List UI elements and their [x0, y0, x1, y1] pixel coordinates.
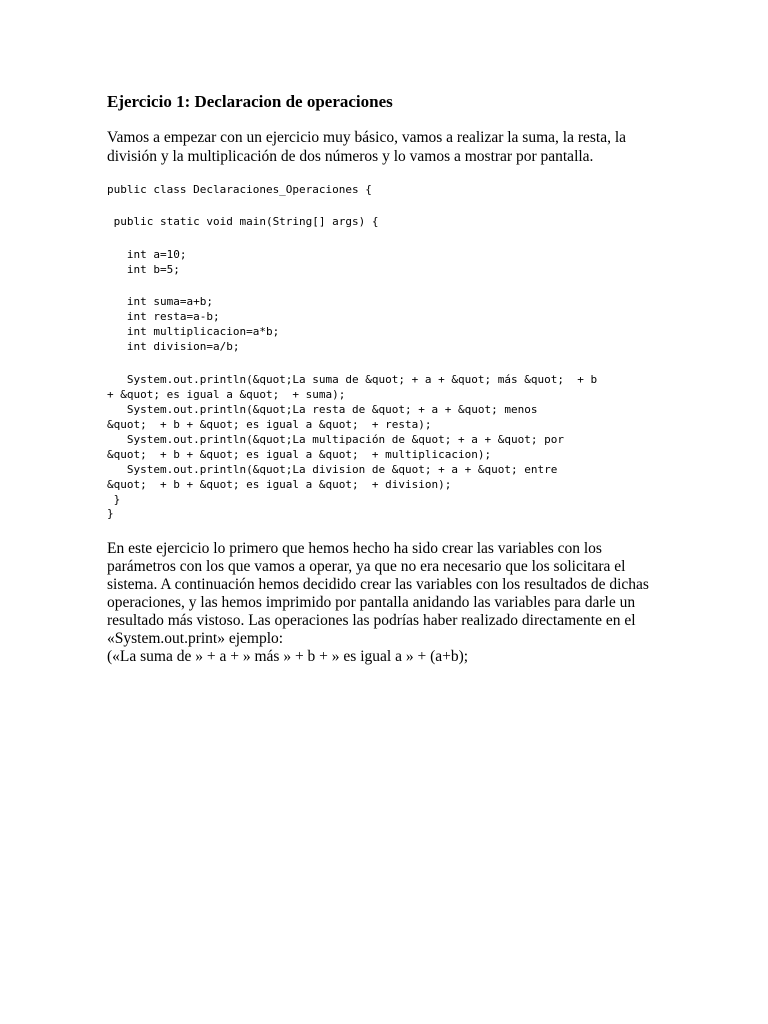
code-line: System.out.println(&quot;La multipación de &quot; + a + &quot; por	[107, 433, 564, 446]
code-line: }	[107, 493, 121, 506]
code-line: int resta=a-b;	[107, 310, 220, 323]
closing-paragraph: En este ejercicio lo primero que hemos hecho ha sido crear las variables con los parámetros con los que vamos a operar, ya que no era necesario que los solicitara el sistema. A continuación hemos decidido crear las variables con los resultados de dichas operaciones, y las hemos imprimido por pantalla anidando las variables para darle un resultado más vistoso. Las operaciones las podrías haber realizado directamente en el «System.out.print» ejemplo:	[107, 540, 649, 647]
code-line: System.out.println(&quot;La suma de &quot; + a + &quot; más &quot; + b	[107, 373, 598, 386]
closing-example: («La suma de » + a + » más » + b + » es igual a » + (a+b);	[107, 648, 469, 665]
intro-paragraph: Vamos a empezar con un ejercicio muy básico, vamos a realizar la suma, la resta, la división y la multiplicación de dos números y lo vamos a mostrar por pantalla.	[107, 129, 627, 165]
code-line: System.out.println(&quot;La division de &quot; + a + &quot; entre	[107, 463, 558, 476]
code-line: int a=10;	[107, 248, 187, 261]
code-line: &quot; + b + &quot; es igual a &quot; + multiplicacion);	[107, 448, 492, 461]
code-line: public static void main(String[] args) {	[107, 215, 379, 228]
code-line: int division=a/b;	[107, 340, 240, 353]
code-line: public class Declaraciones_Operaciones {	[107, 183, 372, 196]
code-line: &quot; + b + &quot; es igual a &quot; + resta);	[107, 418, 432, 431]
code-line: int multiplicacion=a*b;	[107, 325, 280, 338]
code-line: System.out.println(&quot;La resta de &quot; + a + &quot; menos	[107, 403, 538, 416]
closing-section	[107, 540, 667, 666]
code-line: &quot; + b + &quot; es igual a &quot; + division);	[107, 478, 452, 491]
code-line: int suma=a+b;	[107, 295, 213, 308]
code-line: }	[107, 507, 114, 520]
page-title: Ejercicio 1: Declaracion de operaciones	[107, 92, 393, 111]
code-line: int b=5;	[107, 263, 180, 276]
code-line: + &quot; es igual a &quot; + suma);	[107, 388, 346, 401]
